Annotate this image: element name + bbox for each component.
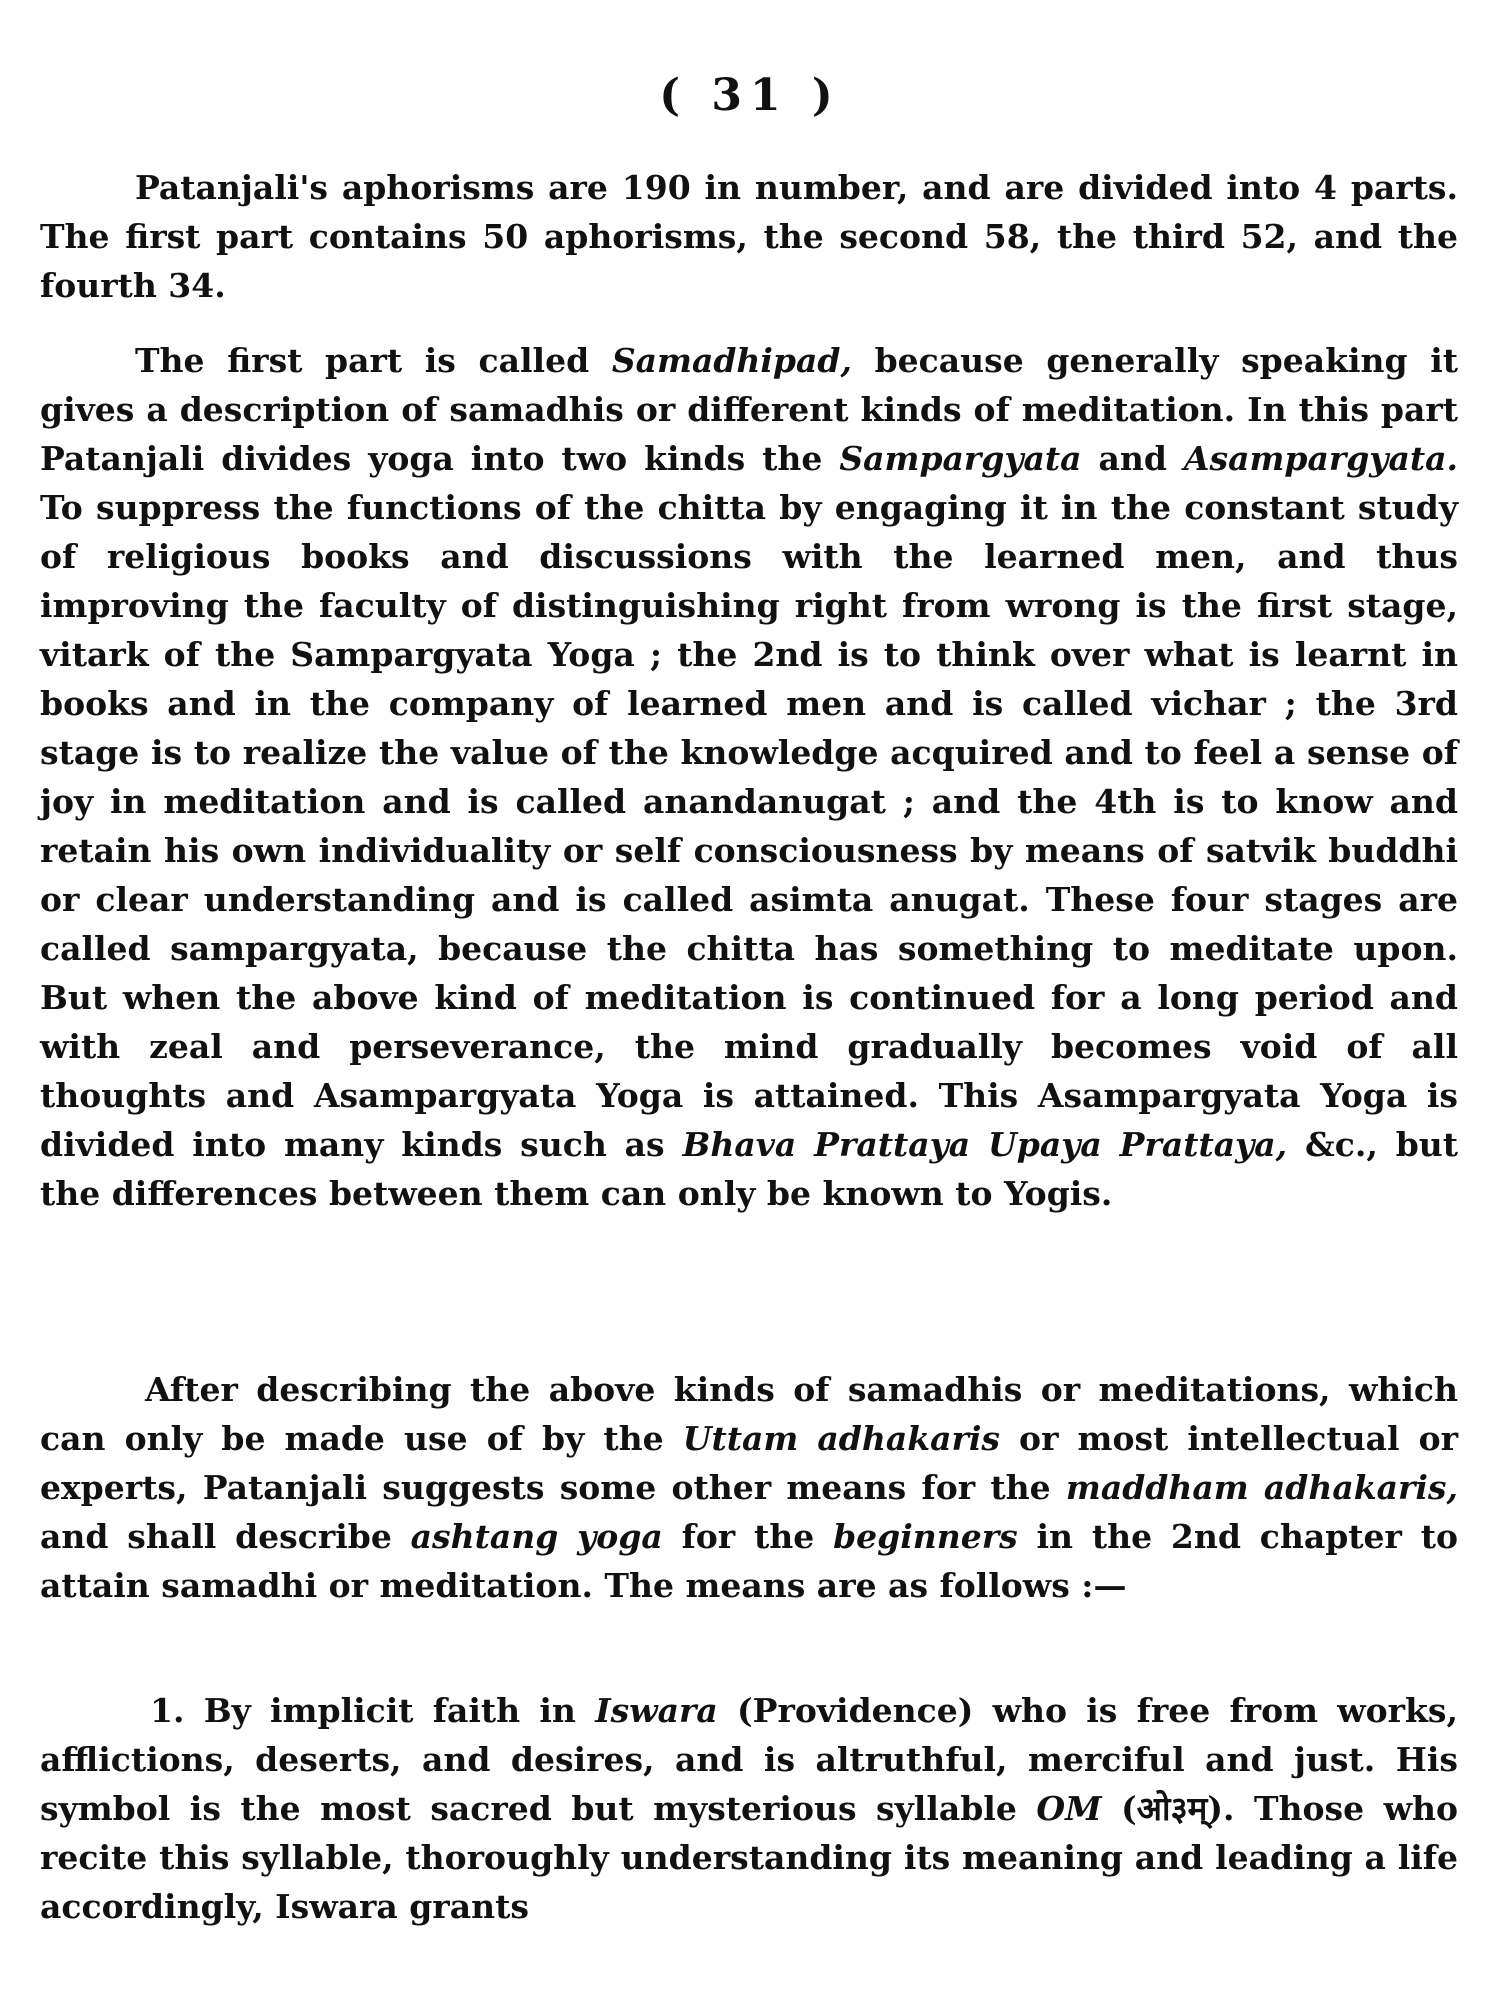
text-run: 1. By implicit faith in — [150, 1691, 596, 1730]
page-number: ( 31 ) — [659, 70, 841, 121]
paragraph-aphorisms-count — [40, 163, 1458, 310]
text-run: and shall describe — [40, 1517, 411, 1556]
paragraph-text: Patanjali's aphorisms are 190 in number, and are divided into 4 parts. The first part contains 50 aphorisms, the second 58, the third 52, and the fourth 34. — [40, 168, 1458, 305]
paragraph-samadhipad — [40, 336, 1458, 1218]
italic-term: Samadhipad, — [611, 341, 852, 380]
italic-term: Asampargyata. — [1183, 439, 1458, 478]
paragraph-means — [40, 1365, 1458, 1610]
text-run: or most intellectual or experts, Patanjali suggests some other means for the — [40, 1419, 1458, 1507]
text-run: &c., but the differences between them can only be known to Yogis. — [40, 1125, 1459, 1213]
text-run: and — [1081, 439, 1184, 478]
italic-term: Bhava Prattaya Upaya Prattaya, — [682, 1125, 1288, 1164]
text-run: To suppress the functions of the chitta by engaging it in the constant study of religious books and discussions with the learned men, and thus improving the faculty of distinguishing right from wrong is the first stage, vitark of the Sampargyata Yoga ; the 2nd is to think over what is learnt in books and in the company of learned men and is called vichar ; the 3rd stage is to realize the value of the knowledge acquired and to feel a sense of joy in meditation and is called anandanugat ; and the 4th is to know and retain his own individuality or self consciousness by means of satvik buddhi or clear understanding and is called asimta anugat. These four stages are called sampargyata, because the chitta has something to meditate upon. But when the above kind of meditation is continued for a long period and with zeal and perseverance, the mind gradually becomes void of all thoughts and Asampargyata Yoga is attained. This Asampargyata Yoga is divided into many kinds such as — [40, 488, 1458, 1164]
italic-term: beginners — [833, 1517, 1018, 1556]
italic-term: Uttam adhakaris — [682, 1419, 1000, 1458]
italic-term: maddham adhakaris, — [1065, 1468, 1458, 1507]
italic-term: OM — [1036, 1789, 1102, 1828]
text-run: After describing the above kinds of samadhis or meditations, which can only be made use of by the — [40, 1370, 1458, 1458]
italic-term: ashtang yoga — [410, 1517, 663, 1556]
paragraph-iswara — [40, 1686, 1458, 1931]
text-run: in the 2nd chapter to attain samadhi or meditation. The means are as follows :— — [40, 1517, 1458, 1605]
text-run: because generally speaking it gives a description of samadhis or different kinds of meditation. In this part Patanjali divides yoga into two kinds the — [40, 341, 1459, 478]
italic-term: Iswara — [595, 1691, 718, 1730]
text-run: (Providence) who is free from works, afflictions, deserts, and desires, and is altruthful, merciful and just. His symbol is the most sacred but mysterious syllable — [40, 1691, 1458, 1828]
text-run: The first part is called — [135, 341, 612, 380]
text-run: (ओ३म्). Those who recite this syllable, thoroughly understanding its meaning and leading a life accordingly, Iswara grants — [40, 1789, 1458, 1926]
text-run: for the — [662, 1517, 834, 1556]
italic-term: Sampargyata — [839, 439, 1082, 478]
